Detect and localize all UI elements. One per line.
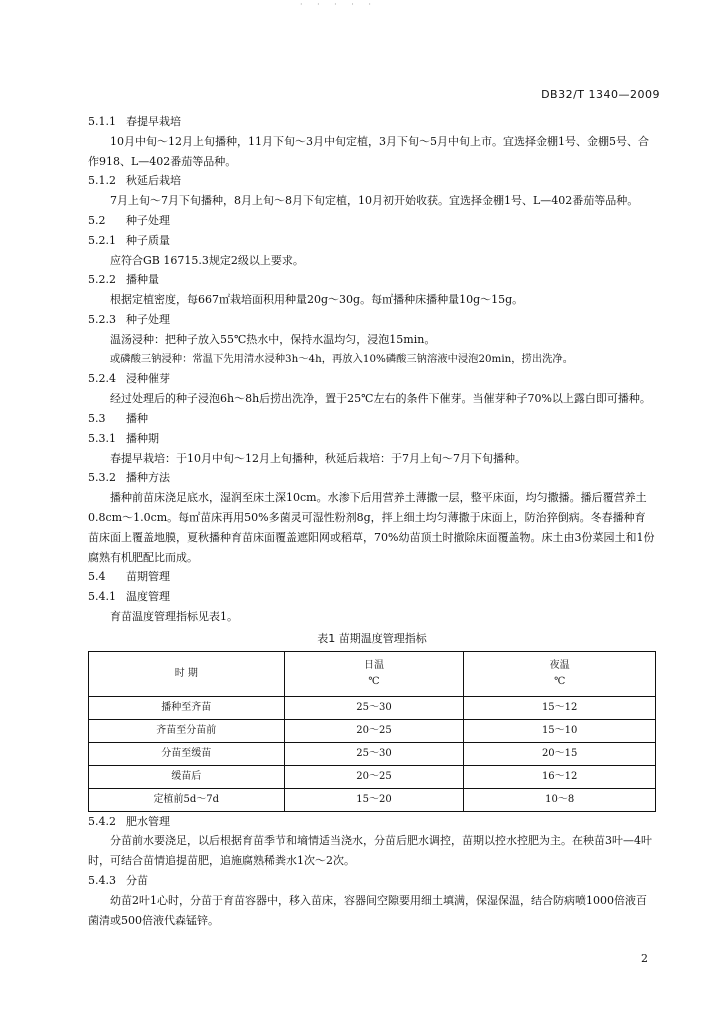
cell-period: 播种至齐苗 bbox=[89, 696, 285, 719]
heading-5-3-2: 5.3.2 播种方法 bbox=[88, 471, 170, 485]
table-row bbox=[89, 765, 656, 788]
heading-5-4-1: 5.4.1 温度管理 bbox=[88, 590, 170, 604]
heading-5-1-2: 5.1.2 秋延后栽培 bbox=[88, 174, 181, 188]
header-period: 时 期 bbox=[89, 651, 285, 696]
cell-night: 15～10 bbox=[464, 719, 656, 742]
standard-code: DB32/T 1340—2009 bbox=[541, 88, 660, 101]
cell-day: 20～25 bbox=[284, 765, 464, 788]
temperature-table bbox=[88, 651, 656, 812]
heading-5-4: 5.4 苗期管理 bbox=[88, 570, 170, 584]
paragraph-5-1-2: 7月上旬～7月下旬播种，8月上旬～8月下旬定植，10月初开始收获。宜选择金棚1号、L—402番茄等品种。 bbox=[110, 194, 639, 208]
cell-day: 20～25 bbox=[284, 719, 464, 742]
table-row bbox=[89, 788, 656, 811]
cell-period: 定植前5d～7d bbox=[89, 788, 285, 811]
cell-period: 分苗至缓苗 bbox=[89, 742, 285, 765]
header-day-temp bbox=[284, 651, 464, 696]
cell-day: 25～30 bbox=[284, 696, 464, 719]
paragraph-5-4-1: 育苗温度管理指标见表1。 bbox=[110, 609, 238, 623]
cell-night: 15～12 bbox=[464, 696, 656, 719]
cell-day: 25～30 bbox=[284, 742, 464, 765]
table-row bbox=[89, 742, 656, 765]
cell-night: 10～8 bbox=[464, 788, 656, 811]
document-body bbox=[88, 112, 656, 930]
cell-period: 齐苗至分苗前 bbox=[89, 719, 285, 742]
paragraph-5-4-3: 幼苗2叶1心时，分苗于育苗容器中，移入苗床，容器间空隙要用细土填满，保湿保温，结合防病喷1000倍液百菌清或500倍液代森锰锌。 bbox=[88, 893, 647, 927]
paragraph-5-1-1: 10月中旬～12月上旬播种，11月下旬～3月中旬定植，3月下旬～5月中旬上市。宜选择金棚1号、金棚5号、合作918、L—402番茄等品种。 bbox=[88, 134, 649, 168]
page-number: 2 bbox=[641, 952, 648, 965]
cell-night: 16～12 bbox=[464, 765, 656, 788]
header-day-label: 日温 bbox=[363, 659, 384, 671]
header-night-unit: ℃ bbox=[554, 675, 566, 687]
heading-5-2-2: 5.2.2 播种量 bbox=[88, 273, 159, 287]
paragraph-5-2-1: 应符合GB 16715.3规定2级以上要求。 bbox=[110, 253, 304, 267]
scan-marks: · · · · · bbox=[300, 0, 377, 9]
cell-day: 15～20 bbox=[284, 788, 464, 811]
paragraph-5-4-2: 分苗前水要浇足，以后根据育苗季节和墒情适当浇水，分苗后肥水调控，苗期以控水控肥为主。在秧苗3叶—4叶时，可结合苗情追提苗肥，追施腐熟稀粪水1次～2次。 bbox=[88, 834, 652, 868]
heading-5-1-1: 5.1.1 春提早栽培 bbox=[88, 115, 181, 128]
paragraph-5-2-3-a: 温汤浸种：把种子放入55℃热水中，保持水温均匀，浸泡15min。 bbox=[110, 332, 436, 346]
paragraph-5-2-2: 根据定植密度，每667㎡栽培面积用种量20g～30g。每㎡播种床播种量10g～15g。 bbox=[110, 293, 524, 307]
table-row bbox=[89, 696, 656, 719]
cell-period: 缓苗后 bbox=[89, 765, 285, 788]
paragraph-5-2-3-b: 或磷酸三钠浸种：常温下先用清水浸种3h～4h，再放入10%磷酸三钠溶液中浸泡20min，捞出洗净。 bbox=[110, 352, 574, 365]
heading-5-2-1: 5.2.1 种子质量 bbox=[88, 233, 170, 247]
table-header-row bbox=[89, 651, 656, 696]
cell-night: 20～15 bbox=[464, 742, 656, 765]
table-caption: 表1 苗期温度管理指标 bbox=[317, 631, 427, 645]
heading-5-2-4: 5.2.4 浸种催芽 bbox=[88, 372, 170, 386]
paragraph-5-2-4: 经过处理后的种子浸泡6h～8h后捞出洗净，置于25℃左右的条件下催芽。当催芽种子70%以上露白即可播种。 bbox=[110, 392, 651, 406]
heading-5-2-3: 5.2.3 种子处理 bbox=[88, 312, 170, 326]
header-night-temp bbox=[464, 651, 656, 696]
table-row bbox=[89, 719, 656, 742]
header-day-unit: ℃ bbox=[368, 675, 380, 687]
header-night-label: 夜温 bbox=[549, 659, 570, 671]
heading-5-4-3: 5.4.3 分苗 bbox=[88, 873, 148, 887]
heading-5-3: 5.3 播种 bbox=[88, 411, 148, 425]
heading-5-4-2: 5.4.2 肥水管理 bbox=[88, 814, 170, 828]
heading-5-2: 5.2 种子处理 bbox=[88, 213, 170, 227]
paragraph-5-3-1: 春提早栽培：于10月中旬～12月上旬播种，秋延后栽培：于7月上旬～7月下旬播种。 bbox=[110, 451, 526, 465]
paragraph-5-3-2: 播种前苗床浇足底水，湿润至床土深10cm。水渗下后用营养土薄撒一层，整平床面，均匀撒播。播后覆营养土0.8cm～1.0cm。每㎡苗床再用50%多菌灵可湿性粉剂8g，拌上细土均匀薄撒于床面上，防治猝倒病。冬春播种育苗床面上覆盖地膜，夏秋播种育苗床面覆盖遮阳网或稻草，70%幼苗顶土时撤除床面覆盖物。床土由3份菜园土和1份腐熟有机肥配比而成。 bbox=[88, 491, 655, 564]
heading-5-3-1: 5.3.1 播种期 bbox=[88, 431, 159, 445]
